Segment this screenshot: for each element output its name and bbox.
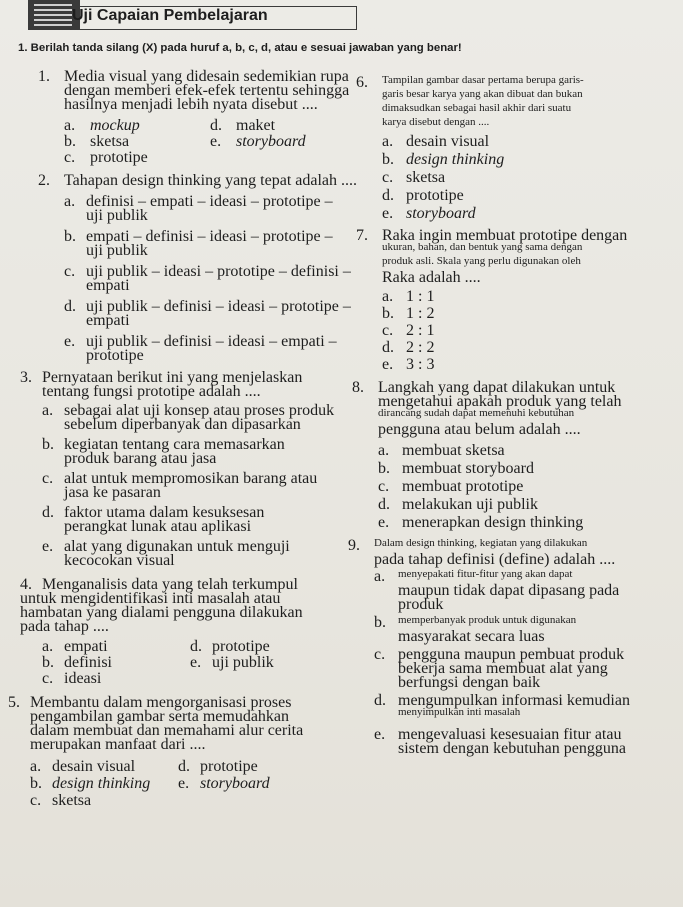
question-text-line: tentang fungsi prototipe adalah .... [42, 383, 261, 400]
option-text[interactable]: perangkat lunak atau aplikasi [64, 518, 252, 535]
option-text[interactable]: uji publik – ideasi – prototipe – definisi – [86, 263, 351, 280]
question-number: 9. [348, 537, 360, 554]
question-text-line: karya disebut dengan .... [382, 116, 490, 128]
question-text-line: garis besar karya yang akan dibuat dan bukan [382, 88, 583, 100]
option-text[interactable]: empati [86, 312, 130, 329]
question-text-line: Raka ingin membuat prototipe dengan [382, 227, 628, 244]
option-text[interactable]: sketsa [52, 792, 92, 809]
option-text[interactable]: kegiatan tentang cara memasarkan [64, 436, 285, 453]
option-text[interactable]: sketsa [90, 133, 130, 150]
option-text[interactable]: sebagai alat uji konsep atau proses produk [64, 402, 335, 419]
option-text[interactable]: prototipe [200, 758, 258, 775]
option-key[interactable]: c. [378, 478, 390, 495]
option-text[interactable]: definisi [64, 654, 112, 671]
option-text[interactable]: menyimpulkan inti masalah [398, 706, 521, 718]
option-text[interactable]: uji publik – definisi – ideasi – empati – [86, 333, 337, 350]
option-text[interactable]: empati [64, 638, 108, 655]
option-key[interactable]: d. [64, 298, 76, 315]
option-text[interactable]: prototipe [86, 347, 144, 364]
option-text[interactable]: jasa ke pasaran [64, 484, 161, 501]
option-text[interactable]: menyepakati fitur-fitur yang akan dapat [398, 568, 573, 580]
option-text[interactable]: prototipe [406, 187, 464, 204]
option-text[interactable]: memperbanyak produk untuk digunakan [398, 614, 577, 626]
option-text[interactable]: mengumpulkan informasi kemudian [398, 692, 630, 709]
option-key[interactable]: a. [382, 133, 394, 150]
option-key[interactable]: e. [210, 133, 222, 150]
question-text-line: Tahapan design thinking yang tepat adalah .... [64, 172, 358, 189]
option-key[interactable]: c. [42, 670, 54, 687]
option-key[interactable]: e. [382, 356, 394, 373]
option-key[interactable]: d. [378, 496, 390, 513]
option-text[interactable]: membuat sketsa [402, 442, 505, 459]
option-text[interactable]: 1 : 2 [406, 305, 435, 322]
option-key[interactable]: c. [374, 646, 386, 663]
option-text[interactable]: melakukan uji publik [402, 496, 538, 513]
page-title: Uji Capaian Pembelajaran [72, 7, 268, 24]
option-key[interactable]: b. [42, 436, 54, 453]
option-key[interactable]: c. [42, 470, 54, 487]
option-text[interactable]: maupun tidak dapat dipasang pada [398, 582, 620, 599]
option-text[interactable]: pengguna maupun pembuat produk [398, 646, 625, 663]
option-key[interactable]: b. [42, 654, 54, 671]
option-text[interactable]: 2 : 1 [406, 322, 435, 339]
option-key[interactable]: e. [378, 514, 390, 531]
option-key[interactable]: d. [210, 117, 222, 134]
option-text[interactable]: sebelum diperbanyak dan dipasarkan [64, 416, 301, 433]
option-text[interactable]: alat untuk mempromosikan barang atau [64, 470, 318, 487]
option-key[interactable]: d. [190, 638, 202, 655]
question-text-line: untuk mengidentifikasi inti masalah atau [20, 590, 281, 607]
option-text[interactable]: berfungsi dengan baik [398, 674, 541, 691]
option-text[interactable]: uji publik – definisi – ideasi – prototipe – [86, 298, 351, 315]
option-text[interactable]: 3 : 3 [406, 356, 435, 373]
question-text-line: pengambilan gambar serta memudahkan [30, 708, 290, 725]
option-key[interactable]: e. [42, 538, 54, 555]
question-text-line: hasilnya menjadi lebih nyata disebut .... [64, 96, 318, 113]
question-text-line: mengetahui apakah produk yang telah [378, 393, 622, 410]
question-text-line: pengguna atau belum adalah .... [378, 421, 581, 438]
question-text-line: Tampilan gambar dasar pertama berupa garis- [382, 74, 584, 86]
option-text[interactable]: mockup [90, 117, 140, 134]
option-text[interactable]: alat yang digunakan untuk menguji [64, 538, 290, 555]
option-text[interactable]: sketsa [406, 169, 446, 186]
option-key[interactable]: b. [382, 305, 394, 322]
question-text-line: Media visual yang didesain sedemikian rupa [64, 68, 349, 85]
option-text[interactable]: uji publik [212, 654, 274, 671]
option-key[interactable]: b. [30, 775, 42, 792]
option-key[interactable]: e. [374, 726, 386, 743]
option-text[interactable]: faktor utama dalam kesuksesan [64, 504, 265, 521]
question-text-line: dimaksudkan sebagai hasil akhir dari suatu [382, 102, 572, 114]
option-text[interactable]: maket [236, 117, 276, 134]
option-text[interactable]: uji publik [86, 207, 148, 224]
question-text-line: hambatan yang dialami pengguna dilakukan [20, 604, 303, 621]
option-text[interactable]: membuat prototipe [402, 478, 524, 495]
option-text[interactable]: masyarakat secara luas [398, 628, 545, 645]
option-key[interactable]: b. [374, 614, 386, 631]
option-text[interactable]: uji publik [86, 242, 148, 259]
question-text-line: pada tahap .... [20, 618, 109, 635]
option-key[interactable]: a. [30, 758, 42, 775]
question-text-line: Menganalisis data yang telah terkumpul [42, 576, 298, 593]
option-key[interactable]: e. [190, 654, 202, 671]
option-key[interactable]: a. [42, 638, 54, 655]
option-key[interactable]: d. [382, 339, 394, 356]
question-text-line: pada tahap definisi (define) adalah .... [374, 551, 616, 568]
option-text[interactable]: desain visual [406, 133, 490, 150]
option-text[interactable]: 1 : 1 [406, 288, 435, 305]
question-text-line: Raka adalah .... [382, 269, 481, 286]
question-number: 5. [8, 694, 20, 711]
option-key[interactable]: c. [382, 169, 394, 186]
option-key[interactable]: b. [382, 151, 394, 168]
option-text[interactable]: bekerja sama membuat alat yang [398, 660, 608, 677]
option-text[interactable]: design thinking [406, 151, 505, 168]
option-text[interactable]: storyboard [236, 133, 306, 150]
question-number: 1. [38, 68, 50, 85]
option-key[interactable]: b. [64, 228, 76, 245]
question-number: 8. [352, 379, 364, 396]
option-key[interactable]: a. [374, 568, 386, 585]
option-text[interactable]: produk barang atau jasa [64, 450, 217, 467]
option-key[interactable]: e. [382, 205, 394, 222]
option-key[interactable]: a. [382, 288, 394, 305]
option-key[interactable]: e. [178, 775, 190, 792]
option-text[interactable]: definisi – empati – ideasi – prototipe – [86, 193, 333, 210]
option-key[interactable]: b. [378, 460, 390, 477]
question-text-line: Dalam design thinking, kegiatan yang dilakukan [374, 537, 588, 549]
question-text-line: Langkah yang dapat dilakukan untuk [378, 379, 616, 396]
question-number: 2. [38, 172, 50, 189]
option-key[interactable]: a. [378, 442, 390, 459]
instruction: 1. Berilah tanda silang (X) pada huruf a, b, c, d, atau e sesuai jawaban yang benar! [18, 42, 462, 54]
option-text[interactable]: prototipe [90, 149, 148, 166]
question-text-line: dengan memberi efek-efek tertentu sehingga [64, 82, 350, 99]
question-text-line: dirancang sudah dapat memenuhi kebutuhan [378, 407, 575, 419]
question-number: 6. [356, 74, 368, 91]
option-key[interactable]: d. [374, 692, 386, 709]
option-text[interactable]: menerapkan design thinking [402, 514, 584, 531]
option-text[interactable]: storyboard [200, 775, 270, 792]
option-key[interactable]: c. [64, 149, 76, 166]
option-key[interactable]: d. [382, 187, 394, 204]
option-text[interactable]: membuat storyboard [402, 460, 534, 477]
option-key[interactable]: a. [64, 193, 76, 210]
option-text[interactable]: desain visual [52, 758, 136, 775]
option-text[interactable]: design thinking [52, 775, 151, 792]
option-key[interactable]: d. [178, 758, 190, 775]
option-key[interactable]: c. [382, 322, 394, 339]
option-key[interactable]: d. [42, 504, 54, 521]
option-text[interactable]: kecocokan visual [64, 552, 175, 569]
option-text[interactable]: produk [398, 596, 444, 613]
option-key[interactable]: a. [42, 402, 54, 419]
question-text-line: Membantu dalam mengorganisasi proses [30, 694, 292, 711]
question-text-line: ukuran, bahan, dan bentuk yang sama dengan [382, 241, 583, 253]
option-text[interactable]: sistem dengan kebutuhan pengguna [398, 740, 626, 757]
option-text[interactable]: empati [86, 277, 130, 294]
option-text[interactable]: empati – definisi – ideasi – prototipe – [86, 228, 333, 245]
option-key[interactable]: e. [64, 333, 76, 350]
question-number: 7. [356, 227, 368, 244]
question-text-line: dalam membuat dan memahami alur cerita [30, 722, 304, 739]
question-number: 3. [20, 369, 32, 386]
option-text[interactable]: ideasi [64, 670, 102, 687]
question-text-line: merupakan manfaat dari .... [30, 736, 206, 753]
option-text[interactable]: prototipe [212, 638, 270, 655]
option-text[interactable]: 2 : 2 [406, 339, 435, 356]
option-key[interactable]: a. [64, 117, 76, 134]
option-key[interactable]: c. [64, 263, 76, 280]
option-text[interactable]: mengevaluasi kesesuaian fitur atau [398, 726, 622, 743]
question-text-line: produk asli. Skala yang perlu digunakan oleh [382, 255, 581, 267]
question-number: 4. [20, 576, 32, 593]
question-text-line: Pernyataan berikut ini yang menjelaskan [42, 369, 303, 386]
option-key[interactable]: c. [30, 792, 42, 809]
option-text[interactable]: storyboard [406, 205, 476, 222]
option-key[interactable]: b. [64, 133, 76, 150]
